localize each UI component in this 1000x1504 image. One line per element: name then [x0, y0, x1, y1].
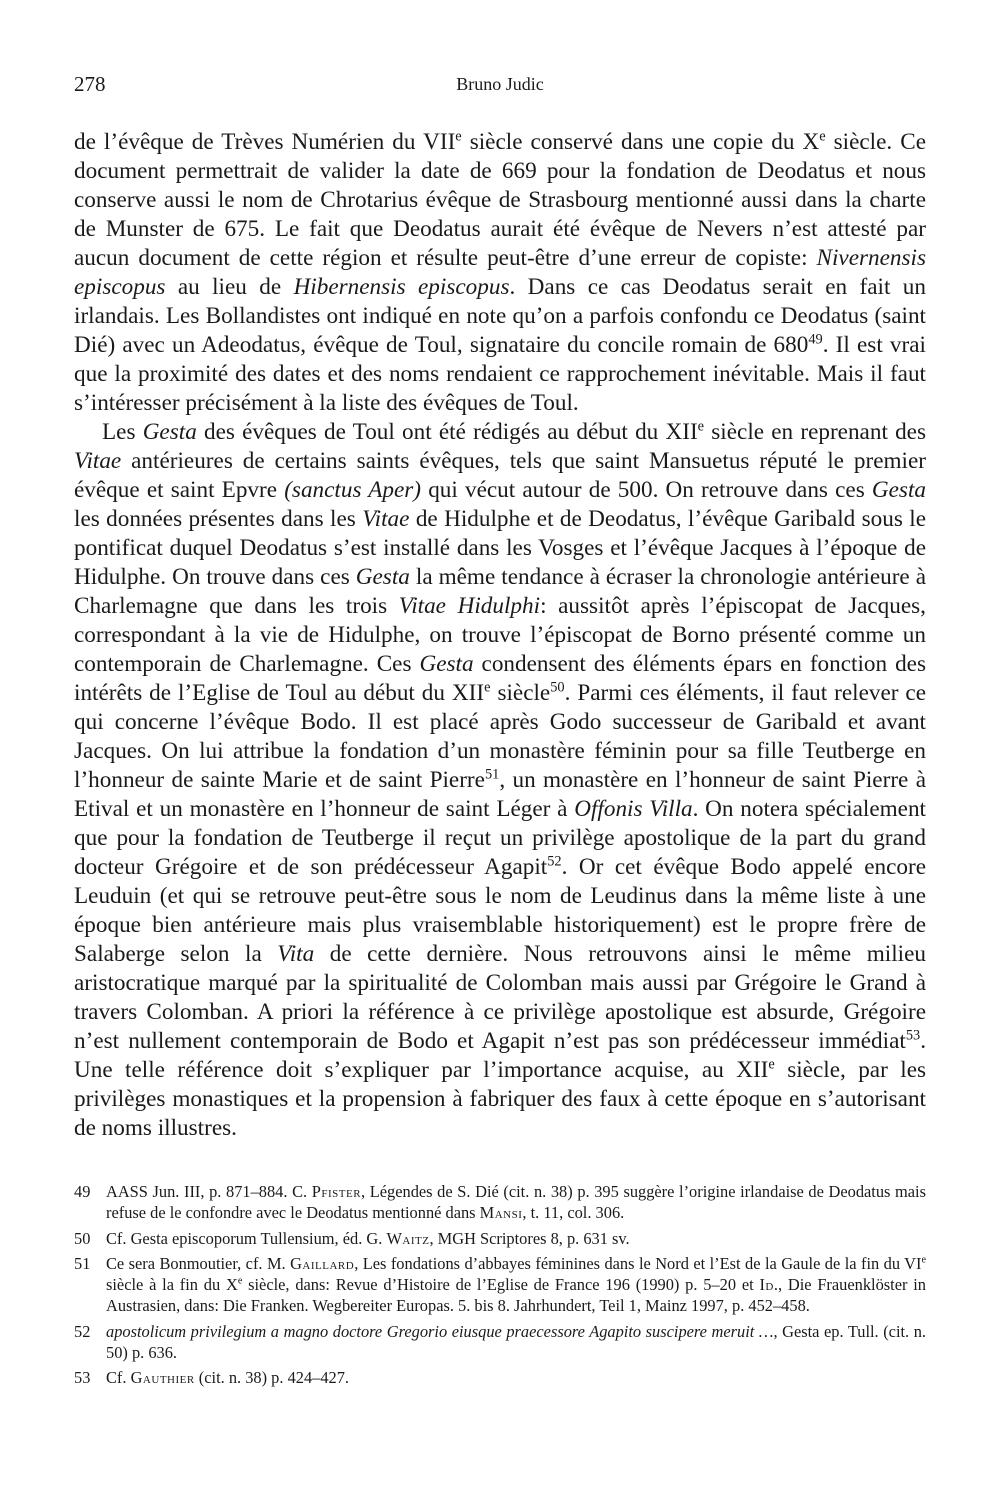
italic-text: Offonis Villa	[574, 796, 693, 822]
running-head: Bruno Judic	[456, 74, 544, 94]
footnote-text	[106, 1367, 926, 1388]
footnote-text	[106, 1228, 926, 1249]
text-run: les données présentes dans les	[74, 506, 363, 532]
italic-text: Gesta	[871, 477, 926, 503]
text-run: . Or cet évêque Bodo appelé encore Leuduin (et qui se retrouve peut-être sous le nom de Leudinus dans la même liste à une époque bien antérieure mais plus vraisemblable historiquement) est le propre frère de Salaberge selon la	[74, 854, 926, 967]
text-run: condensent des éléments épars en fonction des intérêts de l’Eglise de Toul au début du XII	[74, 651, 926, 706]
text-run: AASS Jun. III, p. 871–884. C.	[106, 1182, 312, 1201]
author-name: Mansi	[479, 1203, 523, 1223]
text-run: siècle, par les privilèges monastiques et la propension à fabriquer des faux à cette époque en s’autorisant de noms illustres.	[74, 1057, 927, 1141]
superscript: e	[921, 1254, 926, 1266]
italic-text: Nivernensis episcopus	[74, 245, 926, 300]
footnote-text	[106, 1321, 926, 1364]
footnote-number: 49	[74, 1182, 91, 1201]
superscript: e	[237, 1275, 243, 1287]
italic-text: Vitae	[362, 506, 410, 532]
text-run: de l’évêque de Trèves Numérien du VII	[74, 129, 456, 155]
italic-text: Gesta	[419, 651, 474, 677]
text-run: , t. 11, col. 306.	[522, 1203, 625, 1223]
text-run: , Légendes de S. Dié (cit. n. 38) p. 395 suggère l’origine irlandaise de Deodatus mais refuse de le confondre avec le Deodatus mentionné dans	[106, 1182, 926, 1223]
author-name: Pfister	[311, 1182, 362, 1201]
text-run: (cit. n. 38) p. 424–427.	[194, 1368, 350, 1388]
superscript: 53	[905, 1027, 921, 1044]
text-run: siècle en reprenant des	[704, 419, 926, 445]
italic-text: apostolicum privilegium a magno doctore Gregorio eiusque praecessore Agapito suscipere meruit …	[106, 1321, 774, 1341]
footnote	[74, 1253, 926, 1317]
superscript: e	[697, 418, 705, 435]
text-run: . Il est vrai que la proximité des dates et des noms rendaient ce rapprochement inévitable. Mais il faut s’intéresser précisément à la liste des évêques de Toul.	[74, 332, 926, 416]
text-run: . Dans ce cas Deodatus serait en fait un irlandais. Les Bollandistes ont indiqué en note qu’on a parfois confondu ce Deodatus (saint Dié) avec un Adeodatus, évêque de Toul, signataire du concile romain de 680	[74, 274, 926, 358]
author-name: Gaillard	[290, 1253, 355, 1273]
paragraph	[74, 128, 926, 418]
footnote-text	[106, 1181, 926, 1224]
italic-text: (sanctus Aper)	[284, 477, 422, 503]
main-text	[74, 128, 926, 1143]
superscript: 52	[547, 853, 562, 870]
text-run: siècle	[490, 680, 551, 706]
text-run: siècle, dans: Revue d’Histoire de l’Eglise de France 196 (1990) p. 5–20 et	[242, 1275, 760, 1295]
text-run: siècle à la fin du X	[106, 1275, 238, 1295]
text-run: , Gesta ep. Tull. (cit. n. 50) p. 636.	[106, 1321, 927, 1363]
italic-text: Hibernensis episcopus	[293, 274, 510, 300]
text-run: siècle conservé dans une copie du X	[461, 129, 820, 155]
italic-text: Vitae Hidulphi	[398, 593, 541, 619]
text-run: , un monastère en l’honneur de saint Pierre à Etival et un monastère en l’honneur de saint Léger à	[74, 767, 926, 822]
superscript: 51	[484, 766, 500, 783]
italic-text: Vitae	[74, 448, 122, 474]
author-name: Gauthier	[130, 1368, 195, 1388]
text-run: des évêques de Toul ont été rédigés au début du XII	[196, 419, 698, 445]
footnotes	[74, 1181, 926, 1393]
superscript: e	[819, 128, 826, 145]
page-header	[74, 72, 926, 102]
text-run: Cf.	[106, 1368, 131, 1388]
text-run: , Les fondations d’abbayes féminines dans le Nord et l’Est de la Gaule de la fin du VI	[354, 1253, 922, 1273]
text-run: Ce sera Bonmoutier, cf. M.	[106, 1253, 291, 1273]
italic-text: Gesta	[142, 419, 197, 445]
text-run: . On notera spécialement que pour la fondation de Teutberge il reçut un privilège apostolique de la part du grand docteur Grégoire et de son prédécesseur Agapit	[74, 796, 926, 880]
superscript: e	[768, 1056, 775, 1073]
text-run: . Une telle référence doit s’expliquer par l’importance acquise, au XII	[74, 1028, 926, 1083]
superscript: e	[455, 128, 462, 145]
text-run: . Parmi ces éléments, il faut relever ce qui concerne l’évêque Bodo. Il est placé après Godo successeur de Garibald et avant Jacques. On lui attribue la fondation d’un monastère féminin pour sa fille Teutberge en l’honneur de sainte Marie et de saint Pierre	[74, 680, 926, 793]
text-run: siècle. Ce document permettrait de valider la date de 669 pour la fondation de Deodatus et nous conserve aussi le nom de Chrotarius évêque de Strasbourg mentionné aussi dans la charte de Munster de 675. Le fait que Deodatus aurait été évêque de Nevers n’est attesté par aucun document de cette région et résulte peut-être d’une erreur de copiste:	[74, 129, 926, 271]
text-run: , MGH Scriptores 8, p. 631 sv.	[429, 1228, 630, 1248]
text-run: Cf. Gesta episcoporum Tullensium, éd. G.	[106, 1228, 387, 1248]
author-name: Id	[759, 1275, 774, 1295]
footnote	[74, 1367, 926, 1388]
text-run: de Hidulphe et de Deodatus, l’évêque Garibald sous le pontificat duquel Deodatus s’est installé dans les Vosges et l’évêque Jacques à l’époque de Hidulphe. On trouve dans ces	[74, 506, 926, 590]
superscript: 49	[808, 331, 823, 348]
italic-text: Vita	[277, 941, 315, 967]
footnote	[74, 1321, 926, 1364]
text-run: antérieures de certains saints évêques, tels que saint Mansuetus réputé le premier évêque et saint Epvre	[74, 448, 926, 503]
author-name: Waitz	[386, 1228, 430, 1248]
footnote-number: 51	[74, 1253, 91, 1273]
paragraph	[74, 418, 926, 1143]
text-run: la même tendance à écraser la chronologie antérieure à Charlemagne que dans les trois	[74, 564, 926, 619]
footnote-number: 50	[74, 1228, 91, 1248]
footnote-text	[106, 1253, 926, 1317]
italic-text: Gesta	[355, 564, 410, 590]
footnote	[74, 1228, 926, 1249]
page-number: 278	[74, 72, 106, 96]
text-run: qui vécut autour de 500. On retrouve dans ces	[421, 477, 872, 503]
superscript: 50	[550, 679, 565, 696]
text-run: de cette dernière. Nous retrouvons ainsi le même milieu aristocratique marqué par la spiritualité de Colomban mais aussi par Grégoire le Grand à travers Colomban. A priori la référence à ce privilège apostolique est absurde, Grégoire n’est nullement contemporain de Bodo et Agapit n’est pas son prédécesseur immédiat	[74, 941, 926, 1054]
footnote	[74, 1181, 926, 1224]
footnote-number: 52	[74, 1321, 91, 1341]
superscript: e	[484, 679, 491, 696]
text-run: ., Die Frauenklöster in Austrasien, dans: Die Franken. Wegbereiter Europas. 5. bis 8. Jahrhundert, Teil 1, Mainz 1997, p. 452–458.	[106, 1275, 926, 1316]
footnote-number: 53	[74, 1368, 91, 1388]
text-run: Les	[102, 419, 143, 445]
text-run: au lieu de	[165, 274, 294, 300]
text-run: : aussitôt après l’épiscopat de Jacques, correspondant à la vie de Hidulphe, on trouve l’épiscopat de Borno présenté comme un contemporain de Charlemagne. Ces	[74, 593, 926, 677]
